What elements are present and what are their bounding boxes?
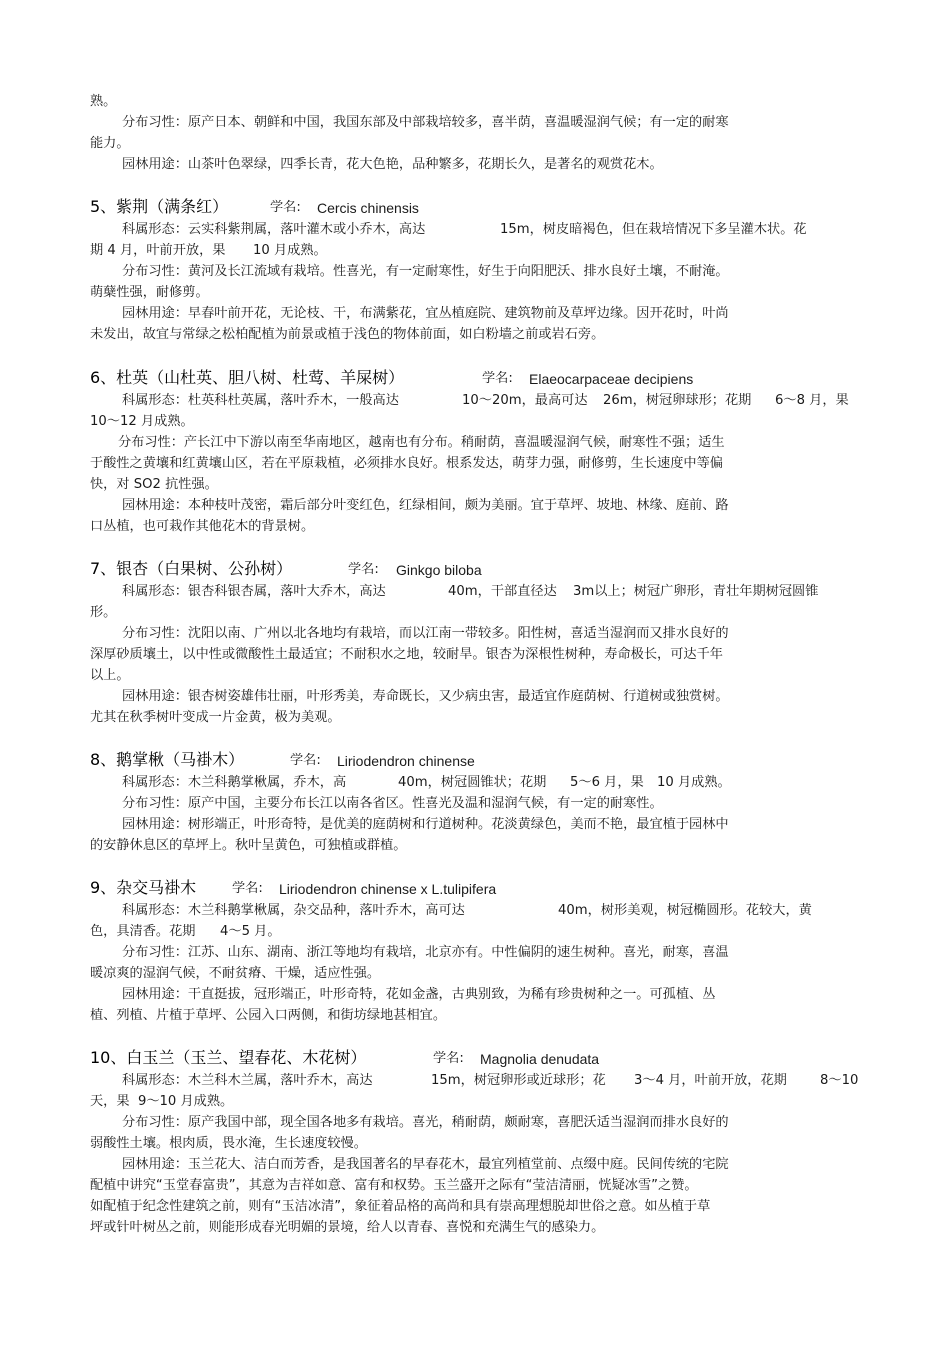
- section-7-line-6: 园林用途：银杏树姿雄伟壮丽，叶形秀美，寿命既长，又少病虫害，最适宜作庭荫树、行道树或独赏树。: [122, 689, 729, 704]
- section-7-line-1c: 3m以上；树冠广卵形，青壮年期树冠圆锥: [573, 584, 819, 599]
- section-8-title: 8、鹅掌楸（马褂木）: [90, 750, 245, 769]
- section-9-line-4: 暖凉爽的湿润气候，不耐贫瘠、干燥，适应性强。: [90, 966, 381, 981]
- section-10-line-1b: 15m，树冠卵形或近球形；花: [431, 1073, 606, 1088]
- section-10-line-1c: 3～4 月，叶前开放，花期: [634, 1073, 787, 1088]
- section-7-line-5: 以上。: [90, 668, 130, 683]
- section-6-line-2: 10～12 月成熟。: [90, 414, 194, 429]
- section-6-line-4: 于酸性之黄壤和红黄壤山区，若在平原栽植，必须排水良好。根系发达，萌芽力强，耐修剪，生长速度中等偏: [90, 456, 723, 471]
- section-5-line-1a: 科属形态：云实科紫荆属，落叶灌木或小乔木，高达: [122, 222, 426, 237]
- section-9-line-2a: 色，具清香。花期: [90, 924, 196, 939]
- section-10-sci-label: 学名:: [433, 1051, 464, 1066]
- section-6-line-1d: 6～8 月，果: [775, 393, 849, 408]
- section-10-line-8: 坪或针叶树丛之前，则能形成春光明媚的景境，给人以青春、喜悦和充满生气的感染力。: [90, 1220, 605, 1235]
- section-8-line-1d: 10 月成熟。: [657, 775, 731, 790]
- section-7-line-2: 形。: [90, 605, 117, 620]
- section-8-line-1a: 科属形态：木兰科鹅掌楸属，乔木，高: [122, 775, 347, 790]
- section-10-line-2: 天，果 9～10 月成熟。: [90, 1094, 234, 1109]
- section-10-line-3: 分布习性：原产我国中部，现全国各地多有栽培。喜光，稍耐荫，颇耐寒，喜肥沃适当湿润而排水良好的: [122, 1115, 729, 1130]
- section-8-line-4: 的安静休息区的草坪上。秋叶呈黄色，可独植或群植。: [90, 838, 407, 853]
- section-5-line-5: 园林用途：早春叶前开花，无论枝、干，布满紫花，宜丛植庭院、建筑物前及草坪边缘。因开花时，叶尚: [122, 306, 729, 321]
- section-7-line-4: 深厚砂质壤土，以中性或微酸性土最适宜；不耐积水之地，较耐旱。银杏为深根性树种，寿命极长，可达千年: [90, 647, 723, 662]
- section-5-line-2a: 期 4 月，叶前开放，果: [90, 243, 226, 258]
- section-7-line-7: 尤其在秋季树叶变成一片金黄，极为美观。: [90, 710, 341, 725]
- section-9-line-3: 分布习性：江苏、山东、湖南、浙江等地均有栽培，北京亦有。中性偏阴的速生树种。喜光，耐寒，喜温: [122, 945, 729, 960]
- section-9-sci-label: 学名:: [232, 881, 263, 896]
- section-9-line-1a: 科属形态：木兰科鹅掌楸属，杂交品种，落叶乔木，高可达: [122, 903, 465, 918]
- section-10-sci-name: Magnolia denudata: [480, 1051, 600, 1067]
- section-6-line-1a: 科属形态：杜英科杜英属，落叶乔木，一般高达: [122, 393, 399, 408]
- section-5-title: 5、紫荆（满条红）: [90, 197, 229, 216]
- section-8-line-2: 分布习性：原产中国，主要分布长江以南各省区。性喜光及温和湿润气候，有一定的耐寒性。: [122, 796, 663, 811]
- section-10-line-6: 配植中讲究“玉堂春富贵”，其意为吉祥如意、富有和权势。玉兰盛开之际有“莹洁清丽，恍疑冰雪”之赞。: [90, 1178, 698, 1193]
- section-6-line-5: 快，对 SO2 抗性强。: [90, 477, 218, 492]
- intro-line-4: 园林用途：山茶叶色翠绿，四季长青，花大色艳，品种繁多，花期长久，是著名的观赏花木。: [122, 157, 663, 172]
- section-10-line-1d: 8～10: [820, 1073, 859, 1088]
- section-7-line-3: 分布习性：沈阳以南、广州以北各地均有栽培，而以江南一带较多。阳性树，喜适当湿润而又排水良好的: [122, 626, 729, 641]
- section-9-sci-name: Liriodendron chinense x L.tulipifera: [279, 881, 497, 897]
- section-10-line-5: 园林用途：玉兰花大、洁白而芳香，是我国著名的早春花木，最宜列植堂前、点缀中庭。民间传统的宅院: [122, 1157, 729, 1172]
- section-7-sci-name: Ginkgo biloba: [396, 562, 482, 578]
- section-10-line-7: 如配植于纪念性建筑之前，则有“玉洁冰清”，象征着品格的高尚和具有崇高理想脱却世俗之意。如丛植于草: [90, 1199, 711, 1214]
- section-9-title: 9、杂交马褂木: [90, 878, 197, 897]
- section-6-line-1c: 26m，树冠卵球形；花期: [603, 393, 752, 408]
- section-6-sci-name: Elaeocarpaceae decipiens: [529, 371, 694, 387]
- section-8-sci-label: 学名:: [290, 753, 321, 768]
- section-5-line-1b: 15m，树皮暗褐色，但在栽培情况下多呈灌木状。花: [500, 222, 807, 237]
- section-6-line-7: 口丛植，也可栽作其他花木的背景树。: [90, 519, 315, 534]
- section-10-line-4: 弱酸性土壤。根肉质，畏水淹，生长速度较慢。: [90, 1136, 367, 1151]
- section-5-sci-name: Cercis chinensis: [317, 200, 419, 216]
- section-7-line-1a: 科属形态：银杏科银杏属，落叶大乔木，高达: [122, 584, 386, 599]
- section-7-sci-label: 学名:: [348, 562, 379, 577]
- intro-line-2: 分布习性：原产日本、朝鲜和中国，我国东部及中部栽培较多，喜半荫，喜温暖湿润气候；有一定的耐寒: [122, 115, 729, 130]
- section-8-line-3: 园林用途：树形端正，叶形奇特，是优美的庭荫树和行道树种。花淡黄绿色，美而不艳，最宜植于园林中: [122, 817, 729, 832]
- section-6-line-3: 分布习性：产长江中下游以南至华南地区，越南也有分布。稍耐荫，喜温暖湿润气候，耐寒性不强；适生: [118, 435, 725, 450]
- section-5-line-6: 未发出，故宜与常绿之松柏配植为前景或植于浅色的物体前面，如白粉墙之前或岩石旁。: [90, 327, 605, 342]
- section-9-line-2b: 4～5 月。: [220, 924, 281, 939]
- section-5-line-2b: 10 月成熟。: [253, 243, 327, 258]
- section-6-title: 6、杜英（山杜英、胆八树、杜莺、羊屎树）: [90, 368, 405, 387]
- section-9-line-6: 植、列植、片植于草坪、公园入口两侧，和街坊绿地甚相宜。: [90, 1008, 447, 1023]
- section-5-line-3: 分布习性：黄河及长江流域有栽培。性喜光，有一定耐寒性，好生于向阳肥沃、排水良好土壤，不耐淹。: [122, 264, 729, 279]
- section-8-line-1b: 40m，树冠圆锥状；花期: [398, 775, 547, 790]
- section-9-line-5: 园林用途：干直挺拔，冠形端正，叶形奇特，花如金盏，古典别致，为稀有珍贵树种之一。可孤植、丛: [122, 987, 716, 1002]
- section-6-line-1b: 10～20m，最高可达: [462, 393, 588, 408]
- section-5-line-4: 萌蘖性强，耐修剪。: [90, 285, 209, 300]
- section-8-sci-name: Liriodendron chinense: [337, 753, 475, 769]
- section-9-line-1b: 40m，树形美观，树冠椭圆形。花较大，黄: [558, 903, 812, 918]
- intro-line-1: 熟。: [90, 94, 117, 109]
- section-5-sci-label: 学名:: [270, 200, 301, 215]
- section-10-line-1a: 科属形态：木兰科木兰属，落叶乔木，高达: [122, 1073, 373, 1088]
- section-8-line-1c: 5～6 月，果: [570, 775, 644, 790]
- section-7-line-1b: 40m，干部直径达: [448, 584, 557, 599]
- section-6-line-6: 园林用途：本种枝叶茂密，霜后部分叶变红色，红绿相间，颇为美丽。宜于草坪、坡地、林缘、庭前、路: [122, 498, 729, 513]
- section-10-title: 10、白玉兰（玉兰、望春花、木花树）: [90, 1048, 367, 1067]
- section-6-sci-label: 学名:: [482, 371, 513, 386]
- intro-line-3: 能力。: [90, 136, 130, 151]
- section-7-title: 7、银杏（白果树、公孙树）: [90, 559, 293, 578]
